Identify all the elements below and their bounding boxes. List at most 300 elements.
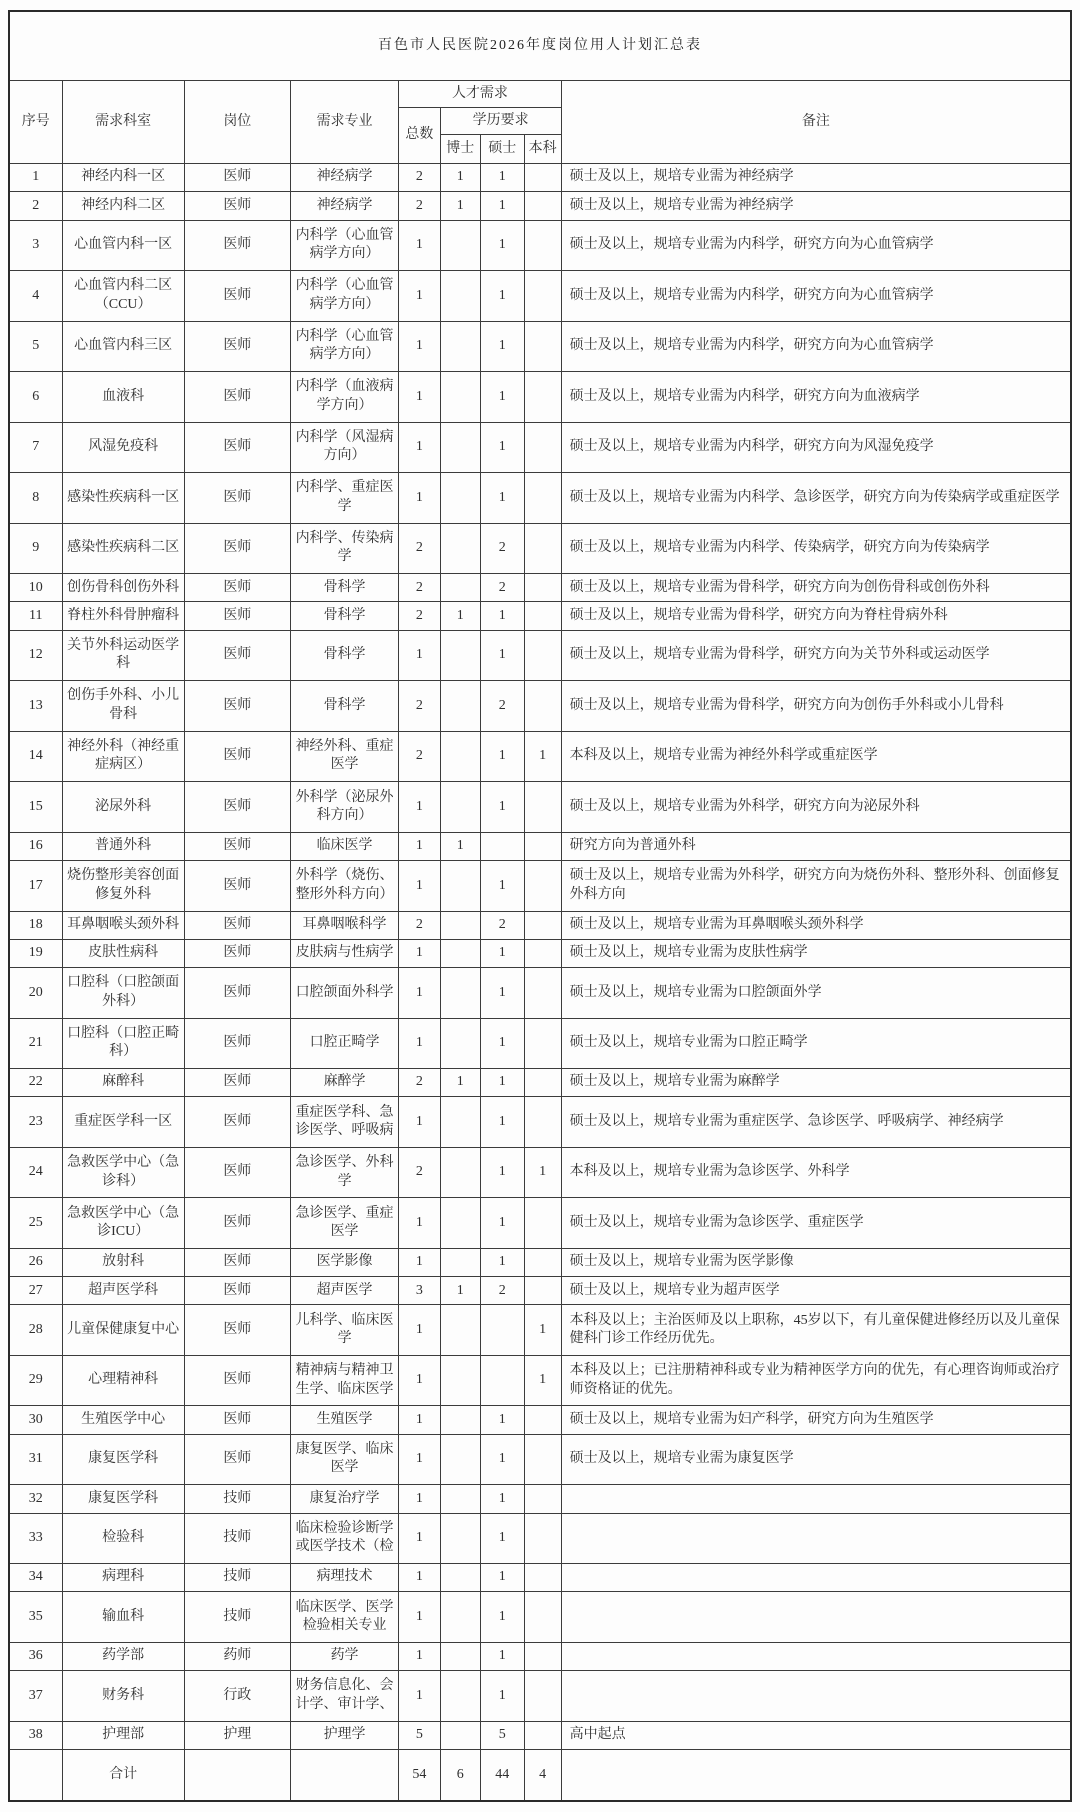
table-row bbox=[9, 271, 1071, 322]
cell-seq: 18 bbox=[9, 911, 62, 939]
cell-dept: 急救医学中心（急诊科） bbox=[62, 1147, 184, 1198]
cell-master: 1 bbox=[480, 372, 524, 423]
cell-major: 神经病学 bbox=[290, 192, 398, 220]
cell-dept: 病理科 bbox=[62, 1564, 184, 1592]
col-header-master: 硕士 bbox=[480, 135, 524, 164]
cell-phd bbox=[440, 1671, 480, 1722]
cell-dept: 心理精神科 bbox=[62, 1355, 184, 1406]
cell-seq: 19 bbox=[9, 939, 62, 967]
table-row bbox=[9, 782, 1071, 833]
cell-total: 1 bbox=[399, 1485, 440, 1513]
cell-position: 医师 bbox=[184, 1018, 290, 1069]
table-row bbox=[9, 1018, 1071, 1069]
cell-dept: 感染性疾病科二区 bbox=[62, 523, 184, 574]
cell-seq: 22 bbox=[9, 1069, 62, 1097]
cell-dept: 检验科 bbox=[62, 1513, 184, 1564]
cell-phd bbox=[440, 1097, 480, 1148]
cell-major: 神经外科、重症医学 bbox=[290, 731, 398, 782]
cell-position: 医师 bbox=[184, 1248, 290, 1276]
cell-position: 医师 bbox=[184, 861, 290, 912]
cell-total: 1 bbox=[399, 1434, 440, 1485]
cell-position: 医师 bbox=[184, 271, 290, 322]
cell-seq: 28 bbox=[9, 1305, 62, 1356]
cell-seq: 37 bbox=[9, 1671, 62, 1722]
cell-position: 医师 bbox=[184, 630, 290, 681]
cell-total: 2 bbox=[399, 731, 440, 782]
cell-major: 内科学、传染病学 bbox=[290, 523, 398, 574]
cell-major: 医学影像 bbox=[290, 1248, 398, 1276]
cell-master: 1 bbox=[480, 1485, 524, 1513]
cell-bachelor bbox=[524, 1564, 561, 1592]
cell-total: 2 bbox=[399, 681, 440, 732]
cell-master: 1 bbox=[480, 271, 524, 322]
cell-total: 1 bbox=[399, 832, 440, 860]
cell-seq: 26 bbox=[9, 1248, 62, 1276]
cell-seq: 17 bbox=[9, 861, 62, 912]
table-row bbox=[9, 911, 1071, 939]
cell-phd: 1 bbox=[440, 1069, 480, 1097]
cell-dept: 神经内科一区 bbox=[62, 164, 184, 192]
cell-phd bbox=[440, 1513, 480, 1564]
cell-position: 医师 bbox=[184, 1434, 290, 1485]
cell-bachelor bbox=[524, 1097, 561, 1148]
cell-master bbox=[480, 1305, 524, 1356]
cell-bachelor bbox=[524, 164, 561, 192]
table-body bbox=[9, 164, 1071, 1750]
cell-master: 1 bbox=[480, 1018, 524, 1069]
cell-phd: 1 bbox=[440, 164, 480, 192]
cell-remark: 硕士及以上，规培专业为超声医学 bbox=[561, 1277, 1071, 1305]
cell-phd bbox=[440, 911, 480, 939]
cell-phd bbox=[440, 1198, 480, 1249]
cell-total: 1 bbox=[399, 1018, 440, 1069]
cell-dept: 重症医学科一区 bbox=[62, 1097, 184, 1148]
cell-dept: 皮肤性病科 bbox=[62, 939, 184, 967]
cell-major: 骨科学 bbox=[290, 574, 398, 602]
cell-major: 口腔正畸学 bbox=[290, 1018, 398, 1069]
cell-dept: 创伤手外科、小儿骨科 bbox=[62, 681, 184, 732]
cell-dept: 生殖医学中心 bbox=[62, 1406, 184, 1434]
cell-phd bbox=[440, 681, 480, 732]
cell-dept: 急救医学中心（急诊ICU） bbox=[62, 1198, 184, 1249]
cell-dept: 麻醉科 bbox=[62, 1069, 184, 1097]
cell-major: 外科学（烧伤、整形外科方向） bbox=[290, 861, 398, 912]
cell-dept: 放射科 bbox=[62, 1248, 184, 1276]
cell-dept: 输血科 bbox=[62, 1592, 184, 1643]
cell-seq: 29 bbox=[9, 1355, 62, 1406]
cell-total: 1 bbox=[399, 1642, 440, 1670]
cell-remark: 硕士及以上，规培专业需为口腔正畸学 bbox=[561, 1018, 1071, 1069]
cell-total: 3 bbox=[399, 1277, 440, 1305]
cell-bachelor bbox=[524, 422, 561, 473]
cell-major: 康复医学、临床医学 bbox=[290, 1434, 398, 1485]
cell-phd: 1 bbox=[440, 1277, 480, 1305]
cell-remark: 硕士及以上，规培专业需为口腔颌面外学 bbox=[561, 968, 1071, 1019]
cell-master: 2 bbox=[480, 911, 524, 939]
cell-phd bbox=[440, 372, 480, 423]
cell-major: 康复治疗学 bbox=[290, 1485, 398, 1513]
cell-major: 耳鼻咽喉科学 bbox=[290, 911, 398, 939]
cell-remark: 硕士及以上，规培专业需为内科学，研究方向为心血管病学 bbox=[561, 271, 1071, 322]
table-row bbox=[9, 1671, 1071, 1722]
total-remark-cell bbox=[561, 1750, 1071, 1802]
cell-phd bbox=[440, 782, 480, 833]
cell-position: 医师 bbox=[184, 321, 290, 372]
cell-position: 医师 bbox=[184, 968, 290, 1019]
cell-seq: 10 bbox=[9, 574, 62, 602]
cell-master: 2 bbox=[480, 681, 524, 732]
cell-master: 1 bbox=[480, 1406, 524, 1434]
cell-total: 2 bbox=[399, 602, 440, 630]
cell-phd: 1 bbox=[440, 832, 480, 860]
table-row bbox=[9, 1592, 1071, 1643]
table-row bbox=[9, 861, 1071, 912]
cell-remark bbox=[561, 1513, 1071, 1564]
cell-phd: 1 bbox=[440, 192, 480, 220]
cell-bachelor bbox=[524, 1406, 561, 1434]
cell-dept: 神经外科（神经重症病区） bbox=[62, 731, 184, 782]
cell-position: 医师 bbox=[184, 1277, 290, 1305]
cell-major: 病理技术 bbox=[290, 1564, 398, 1592]
cell-dept: 血液科 bbox=[62, 372, 184, 423]
cell-phd bbox=[440, 1592, 480, 1643]
cell-total: 1 bbox=[399, 861, 440, 912]
cell-master: 1 bbox=[480, 220, 524, 271]
cell-major: 重症医学科、急诊医学、呼吸病 bbox=[290, 1097, 398, 1148]
cell-major: 皮肤病与性病学 bbox=[290, 939, 398, 967]
cell-master: 1 bbox=[480, 1069, 524, 1097]
table-row bbox=[9, 1248, 1071, 1276]
cell-major: 临床检验诊断学或医学技术（检 bbox=[290, 1513, 398, 1564]
cell-bachelor bbox=[524, 939, 561, 967]
cell-master: 1 bbox=[480, 1248, 524, 1276]
cell-major: 临床医学 bbox=[290, 832, 398, 860]
cell-dept: 脊柱外科骨肿瘤科 bbox=[62, 602, 184, 630]
cell-position: 医师 bbox=[184, 422, 290, 473]
cell-master: 1 bbox=[480, 1198, 524, 1249]
cell-master: 2 bbox=[480, 574, 524, 602]
cell-master: 1 bbox=[480, 164, 524, 192]
cell-bachelor bbox=[524, 1671, 561, 1722]
cell-seq: 35 bbox=[9, 1592, 62, 1643]
table-row bbox=[9, 1642, 1071, 1670]
cell-phd bbox=[440, 939, 480, 967]
cell-total: 1 bbox=[399, 473, 440, 524]
cell-bachelor bbox=[524, 1721, 561, 1749]
cell-seq: 31 bbox=[9, 1434, 62, 1485]
cell-total: 1 bbox=[399, 1355, 440, 1406]
cell-remark: 硕士及以上，规培专业需为神经病学 bbox=[561, 164, 1071, 192]
cell-seq: 2 bbox=[9, 192, 62, 220]
cell-position: 医师 bbox=[184, 832, 290, 860]
cell-master: 1 bbox=[480, 1513, 524, 1564]
cell-dept: 康复医学科 bbox=[62, 1434, 184, 1485]
table-row bbox=[9, 1434, 1071, 1485]
cell-remark: 硕士及以上，规培专业需为麻醉学 bbox=[561, 1069, 1071, 1097]
cell-total: 1 bbox=[399, 271, 440, 322]
cell-remark bbox=[561, 1671, 1071, 1722]
cell-phd bbox=[440, 321, 480, 372]
cell-bachelor bbox=[524, 782, 561, 833]
cell-total: 1 bbox=[399, 1564, 440, 1592]
total-count: 54 bbox=[399, 1750, 440, 1802]
cell-seq: 27 bbox=[9, 1277, 62, 1305]
cell-phd bbox=[440, 630, 480, 681]
total-phd: 6 bbox=[440, 1750, 480, 1802]
cell-remark: 本科及以上，规培专业需为急诊医学、外科学 bbox=[561, 1147, 1071, 1198]
cell-total: 5 bbox=[399, 1721, 440, 1749]
cell-bachelor bbox=[524, 1434, 561, 1485]
cell-dept: 超声医学科 bbox=[62, 1277, 184, 1305]
cell-remark: 硕士及以上，规培专业需为内科学，研究方向为心血管病学 bbox=[561, 220, 1071, 271]
total-major-cell bbox=[290, 1750, 398, 1802]
cell-phd bbox=[440, 1147, 480, 1198]
cell-total: 1 bbox=[399, 1248, 440, 1276]
cell-master: 1 bbox=[480, 939, 524, 967]
cell-seq: 12 bbox=[9, 630, 62, 681]
cell-dept: 心血管内科二区（CCU） bbox=[62, 271, 184, 322]
cell-remark: 硕士及以上，规培专业需为医学影像 bbox=[561, 1248, 1071, 1276]
cell-master: 1 bbox=[480, 1592, 524, 1643]
cell-bachelor: 1 bbox=[524, 1305, 561, 1356]
table-row bbox=[9, 1305, 1071, 1356]
cell-total: 1 bbox=[399, 939, 440, 967]
cell-master: 1 bbox=[480, 630, 524, 681]
cell-major: 药学 bbox=[290, 1642, 398, 1670]
table-row bbox=[9, 681, 1071, 732]
recruitment-table bbox=[8, 10, 1072, 1802]
cell-bachelor bbox=[524, 473, 561, 524]
cell-seq: 36 bbox=[9, 1642, 62, 1670]
table-row bbox=[9, 1513, 1071, 1564]
cell-seq: 9 bbox=[9, 523, 62, 574]
cell-seq: 15 bbox=[9, 782, 62, 833]
table-row bbox=[9, 968, 1071, 1019]
cell-remark: 硕士及以上，规培专业需为内科学，研究方向为心血管病学 bbox=[561, 321, 1071, 372]
cell-total: 1 bbox=[399, 1305, 440, 1356]
cell-bachelor bbox=[524, 271, 561, 322]
cell-position: 药师 bbox=[184, 1642, 290, 1670]
cell-remark: 硕士及以上，规培专业需为急诊医学、重症医学 bbox=[561, 1198, 1071, 1249]
cell-dept: 口腔科（口腔正畸科） bbox=[62, 1018, 184, 1069]
cell-phd bbox=[440, 574, 480, 602]
cell-bachelor bbox=[524, 1069, 561, 1097]
cell-dept: 儿童保健康复中心 bbox=[62, 1305, 184, 1356]
cell-major: 外科学（泌尿外科方向） bbox=[290, 782, 398, 833]
cell-phd bbox=[440, 1305, 480, 1356]
cell-seq: 1 bbox=[9, 164, 62, 192]
table-row bbox=[9, 422, 1071, 473]
table-row bbox=[9, 1485, 1071, 1513]
cell-bachelor bbox=[524, 968, 561, 1019]
cell-total: 1 bbox=[399, 968, 440, 1019]
table-row bbox=[9, 372, 1071, 423]
cell-remark: 硕士及以上，规培专业需为骨科学，研究方向为脊柱骨病外科 bbox=[561, 602, 1071, 630]
cell-master: 1 bbox=[480, 192, 524, 220]
cell-total: 1 bbox=[399, 321, 440, 372]
cell-bachelor bbox=[524, 1198, 561, 1249]
cell-bachelor: 1 bbox=[524, 731, 561, 782]
cell-major: 超声医学 bbox=[290, 1277, 398, 1305]
cell-seq: 13 bbox=[9, 681, 62, 732]
col-header-total: 总数 bbox=[399, 108, 440, 164]
cell-master: 1 bbox=[480, 1097, 524, 1148]
cell-dept: 药学部 bbox=[62, 1642, 184, 1670]
cell-bachelor bbox=[524, 911, 561, 939]
cell-bachelor bbox=[524, 832, 561, 860]
cell-seq: 21 bbox=[9, 1018, 62, 1069]
cell-remark: 高中起点 bbox=[561, 1721, 1071, 1749]
table-row bbox=[9, 473, 1071, 524]
col-header-edu: 学历要求 bbox=[440, 108, 561, 135]
cell-position: 医师 bbox=[184, 164, 290, 192]
cell-total: 1 bbox=[399, 1513, 440, 1564]
col-header-demand: 人才需求 bbox=[399, 81, 561, 108]
cell-position: 医师 bbox=[184, 782, 290, 833]
cell-bachelor bbox=[524, 681, 561, 732]
col-header-position: 岗位 bbox=[184, 81, 290, 164]
cell-phd bbox=[440, 731, 480, 782]
cell-position: 医师 bbox=[184, 1406, 290, 1434]
cell-seq: 23 bbox=[9, 1097, 62, 1148]
cell-position: 医师 bbox=[184, 220, 290, 271]
table-row bbox=[9, 602, 1071, 630]
cell-position: 医师 bbox=[184, 523, 290, 574]
cell-remark bbox=[561, 1485, 1071, 1513]
cell-master bbox=[480, 1355, 524, 1406]
table-row bbox=[9, 164, 1071, 192]
cell-bachelor bbox=[524, 220, 561, 271]
cell-dept: 创伤骨科创伤外科 bbox=[62, 574, 184, 602]
cell-remark: 本科及以上；已注册精神科或专业为精神医学方向的优先，有心理咨询师或治疗师资格证的优先。 bbox=[561, 1355, 1071, 1406]
cell-seq: 6 bbox=[9, 372, 62, 423]
cell-remark: 研究方向为普通外科 bbox=[561, 832, 1071, 860]
cell-phd bbox=[440, 422, 480, 473]
cell-total: 1 bbox=[399, 1198, 440, 1249]
cell-bachelor bbox=[524, 1018, 561, 1069]
cell-phd bbox=[440, 1642, 480, 1670]
cell-remark: 硕士及以上，规培专业需为内科学，研究方向为血液病学 bbox=[561, 372, 1071, 423]
cell-remark: 硕士及以上，规培专业需为耳鼻咽喉头颈外科学 bbox=[561, 911, 1071, 939]
cell-bachelor bbox=[524, 574, 561, 602]
cell-total: 1 bbox=[399, 422, 440, 473]
cell-total: 2 bbox=[399, 1147, 440, 1198]
cell-position: 医师 bbox=[184, 1097, 290, 1148]
table-row bbox=[9, 832, 1071, 860]
cell-master: 1 bbox=[480, 422, 524, 473]
cell-bachelor bbox=[524, 192, 561, 220]
cell-major: 护理学 bbox=[290, 1721, 398, 1749]
cell-master bbox=[480, 832, 524, 860]
cell-phd bbox=[440, 1564, 480, 1592]
cell-phd bbox=[440, 1406, 480, 1434]
cell-position: 医师 bbox=[184, 1305, 290, 1356]
cell-seq: 25 bbox=[9, 1198, 62, 1249]
cell-remark: 本科及以上，规培专业需为神经外科学或重症医学 bbox=[561, 731, 1071, 782]
cell-position: 技师 bbox=[184, 1592, 290, 1643]
cell-major: 麻醉学 bbox=[290, 1069, 398, 1097]
cell-bachelor bbox=[524, 1277, 561, 1305]
cell-bachelor bbox=[524, 1642, 561, 1670]
cell-seq: 34 bbox=[9, 1564, 62, 1592]
cell-bachelor bbox=[524, 321, 561, 372]
cell-bachelor bbox=[524, 861, 561, 912]
cell-position: 技师 bbox=[184, 1564, 290, 1592]
cell-total: 1 bbox=[399, 782, 440, 833]
cell-position: 医师 bbox=[184, 681, 290, 732]
cell-remark: 硕士及以上，规培专业需为重症医学、急诊医学、呼吸病学、神经病学 bbox=[561, 1097, 1071, 1148]
cell-position: 技师 bbox=[184, 1485, 290, 1513]
cell-position: 医师 bbox=[184, 574, 290, 602]
cell-remark: 硕士及以上，规培专业需为妇产科学，研究方向为生殖医学 bbox=[561, 1406, 1071, 1434]
cell-position: 医师 bbox=[184, 1069, 290, 1097]
cell-remark: 硕士及以上，规培专业需为外科学，研究方向为泌尿外科 bbox=[561, 782, 1071, 833]
cell-position: 行政 bbox=[184, 1671, 290, 1722]
total-seq-cell bbox=[9, 1750, 62, 1802]
cell-master: 2 bbox=[480, 1277, 524, 1305]
cell-total: 2 bbox=[399, 164, 440, 192]
cell-phd bbox=[440, 1485, 480, 1513]
cell-major: 临床医学、医学检验相关专业 bbox=[290, 1592, 398, 1643]
cell-position: 医师 bbox=[184, 372, 290, 423]
cell-total: 1 bbox=[399, 630, 440, 681]
cell-dept: 康复医学科 bbox=[62, 1485, 184, 1513]
cell-major: 内科学（血液病学方向） bbox=[290, 372, 398, 423]
cell-phd bbox=[440, 1721, 480, 1749]
cell-major: 神经病学 bbox=[290, 164, 398, 192]
cell-master: 1 bbox=[480, 602, 524, 630]
cell-remark bbox=[561, 1592, 1071, 1643]
cell-seq: 38 bbox=[9, 1721, 62, 1749]
cell-bachelor bbox=[524, 602, 561, 630]
cell-seq: 20 bbox=[9, 968, 62, 1019]
table-row bbox=[9, 1721, 1071, 1749]
total-row bbox=[9, 1750, 1071, 1802]
cell-seq: 30 bbox=[9, 1406, 62, 1434]
cell-seq: 8 bbox=[9, 473, 62, 524]
cell-remark: 硕士及以上，规培专业需为神经病学 bbox=[561, 192, 1071, 220]
cell-major: 精神病与精神卫生学、临床医学 bbox=[290, 1355, 398, 1406]
cell-position: 医师 bbox=[184, 1198, 290, 1249]
cell-bachelor bbox=[524, 630, 561, 681]
cell-remark: 硕士及以上，规培专业需为骨科学，研究方向为关节外科或运动医学 bbox=[561, 630, 1071, 681]
cell-bachelor: 1 bbox=[524, 1147, 561, 1198]
title-row bbox=[9, 11, 1071, 81]
cell-position: 医师 bbox=[184, 939, 290, 967]
cell-remark: 硕士及以上，规培专业需为内科学，研究方向为风湿免疫学 bbox=[561, 422, 1071, 473]
cell-dept: 口腔科（口腔颌面外科） bbox=[62, 968, 184, 1019]
cell-position: 医师 bbox=[184, 1147, 290, 1198]
cell-total: 2 bbox=[399, 574, 440, 602]
cell-major: 骨科学 bbox=[290, 681, 398, 732]
cell-master: 1 bbox=[480, 473, 524, 524]
cell-bachelor bbox=[524, 1248, 561, 1276]
cell-major: 生殖医学 bbox=[290, 1406, 398, 1434]
cell-phd bbox=[440, 1355, 480, 1406]
cell-position: 医师 bbox=[184, 192, 290, 220]
cell-position: 护理 bbox=[184, 1721, 290, 1749]
cell-dept: 财务科 bbox=[62, 1671, 184, 1722]
cell-phd bbox=[440, 523, 480, 574]
cell-major: 内科学（心血管病学方向） bbox=[290, 271, 398, 322]
cell-master: 1 bbox=[480, 861, 524, 912]
cell-major: 内科学、重症医学 bbox=[290, 473, 398, 524]
cell-master: 5 bbox=[480, 1721, 524, 1749]
cell-phd bbox=[440, 271, 480, 322]
col-header-major: 需求专业 bbox=[290, 81, 398, 164]
cell-seq: 11 bbox=[9, 602, 62, 630]
table-row bbox=[9, 220, 1071, 271]
